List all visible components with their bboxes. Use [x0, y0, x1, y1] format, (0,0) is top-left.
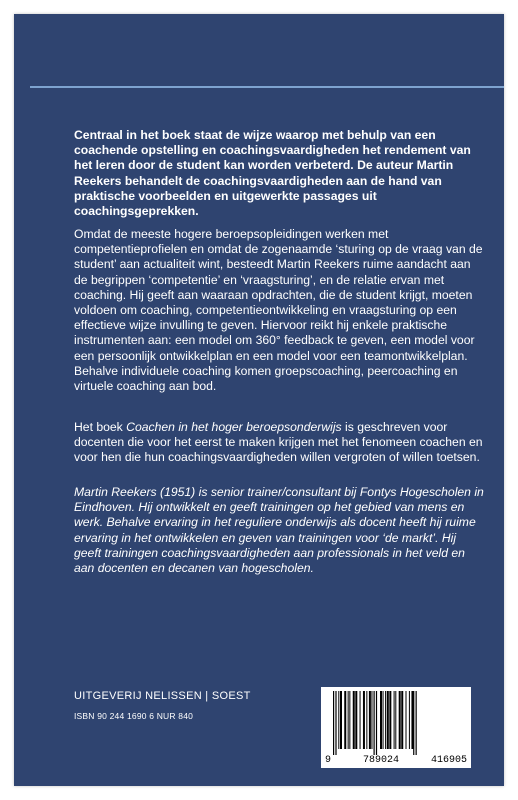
barcode-bar: [348, 691, 349, 749]
barcode-bar: [395, 691, 396, 749]
audience-text-start: Het boek: [74, 420, 127, 434]
barcode-bars: [321, 687, 471, 755]
intro-paragraph: [74, 128, 484, 219]
barcode-bar: [383, 691, 384, 749]
barcode-bar: [344, 691, 346, 749]
barcode-bar: [369, 691, 371, 749]
barcode-bar: [355, 691, 357, 749]
top-accent-rule: [30, 86, 504, 88]
audience-text: [74, 420, 484, 466]
audience-text-end: is geschreven voor docenten die voor het eerst te maken krijgen met het fenomeen coachen en voor hen die hun coachingsvaardigheden willen vergroten of willen toetsen.: [74, 420, 483, 465]
publisher-name: UITGEVERIJ NELISSEN | SOEST: [74, 690, 251, 702]
barcode-guard-bar: [376, 691, 377, 755]
barcode-guard-bar: [413, 691, 414, 755]
barcode-bar: [371, 691, 372, 749]
barcode-guard-bar: [333, 691, 334, 755]
intro-text: Centraal in het boek staat de wijze waarop met behulp van een coachende opstelling en coachingsvaardigheden het rendement van het leren door de student kan worden verbeterd. De auteur Martin Reekers behandelt de coachingsvaardigheden aan de hand van praktische voorbeelden en uitgewerkte passages uit coachingsgeprekken.: [74, 128, 471, 219]
description-paragraph: [74, 227, 484, 394]
barcode-guard-bar: [374, 691, 375, 755]
isbn-barcode: [321, 687, 471, 768]
barcode-bar: [389, 691, 391, 749]
barcode-bar: [385, 691, 386, 749]
barcode-digit-prefix: 9: [325, 755, 332, 766]
author-bio-text: Martin Reekers (1951) is senior trainer/consultant bij Fontys Hogescholen in Eindhoven. Hij ontwikkelt en geeft trainingen op het gebied van mens en werk. Behalve ervaring in het reguliere onderwijs als docent heeft hij ruime ervaring in het ontwikkelen en geven van trainingen voor ‘de markt’. Hij geeft trainingen coachingsvaardigheden aan professionals in het veld en aan docenten en decanen van hogescholen.: [74, 485, 484, 576]
book-title: Coachen in het hoger beroepsonderwijs: [126, 420, 342, 434]
barcode-bar: [394, 691, 395, 749]
barcode-digits: [325, 755, 467, 766]
book-back-cover: [14, 14, 504, 786]
description-main-text: Omdat de meeste hogere beroepsopleidingen werken met competentieprofielen en omdat de zogenaamde ‘sturing op de vraag van de student’ aan actualiteit wint, besteedt Martin Reekers ruime aandacht aan de begrippen ‘competentie’ en ‘vraagsturing’, en de relatie ervan met coaching. Hij geeft aan waaraan opdrachten, die de student krijgt, moeten voldoen om coaching, competentieontwikkeling en vraagsturing op een effectieve wijze invulling te geven. Hiervoor reikt hij enkele praktische instrumenten aan: een model om 360° feedback te geven, een model voor een persoonlijk ontwikkelplan en een model voor een teamontwikkelplan.: [74, 227, 483, 363]
barcode-bar: [380, 691, 382, 749]
barcode-bar: [401, 691, 403, 749]
barcode-bar: [360, 691, 361, 749]
barcode-bar: [349, 691, 350, 749]
barcode-bar: [340, 691, 342, 749]
barcode-bar: [399, 691, 401, 749]
isbn-line: ISBN 90 244 1690 6 NUR 840: [74, 711, 194, 721]
barcode-bar: [387, 691, 389, 749]
barcode-bar: [353, 691, 355, 749]
barcode-bar: [406, 691, 407, 749]
author-bio-paragraph: [74, 485, 484, 576]
barcode-guard-bar: [416, 691, 417, 755]
audience-paragraph: [74, 420, 484, 466]
barcode-bar: [338, 691, 339, 749]
barcode-bar: [366, 691, 367, 749]
barcode-bar: [363, 691, 365, 749]
description-extra-text: Behalve individuele coaching komen groepscoaching, peercoaching en virtuele coaching aan bod.: [74, 363, 458, 394]
barcode-digit-group-right: 416905: [430, 755, 467, 766]
barcode-guard-bar: [335, 691, 336, 755]
barcode-bar: [409, 691, 410, 749]
barcode-digit-group-left: 789024: [362, 755, 399, 766]
